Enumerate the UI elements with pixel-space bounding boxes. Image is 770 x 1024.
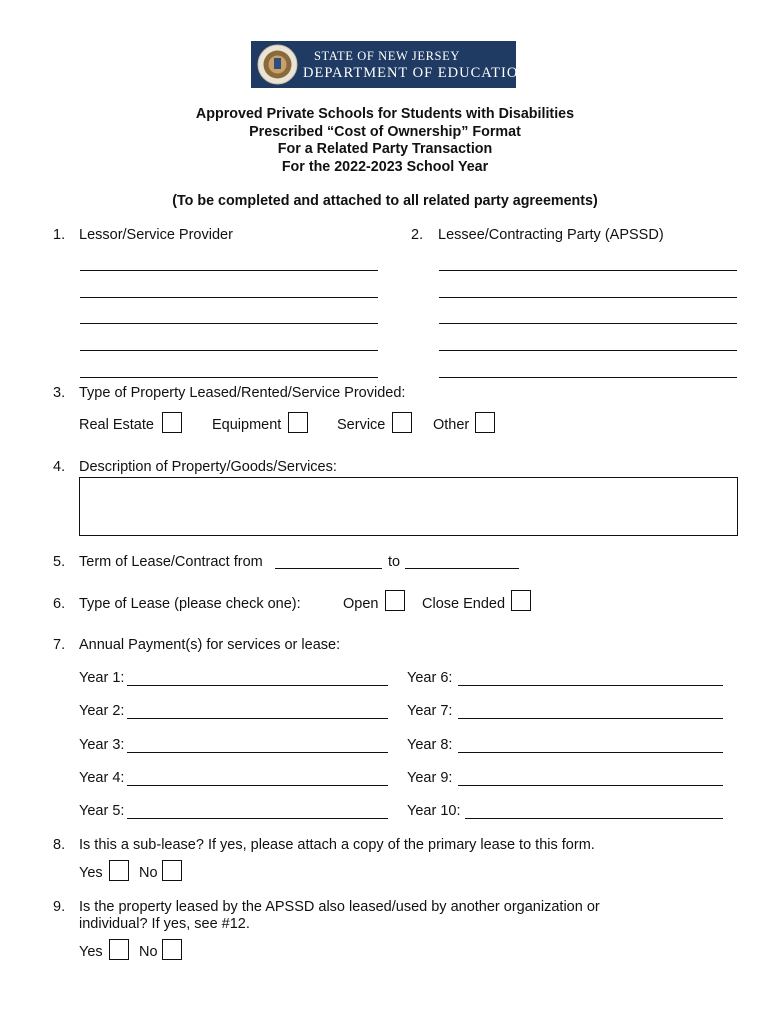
- q1-label: Lessor/Service Provider: [79, 227, 233, 243]
- q9-no-label: No: [139, 944, 158, 960]
- logo-department-text: DEPARTMENT OF EDUCATION: [303, 65, 530, 81]
- form-title: [0, 106, 770, 176]
- q4-label: Description of Property/Goods/Services:: [79, 459, 337, 475]
- close-ended-checkbox[interactable]: [511, 590, 531, 611]
- q2-label: Lessee/Contracting Party (APSSD): [438, 227, 664, 243]
- instruction-text: (To be completed and attached to all related party agreements): [172, 193, 598, 209]
- real-estate-label: Real Estate: [79, 417, 154, 433]
- year-label: Year 10:: [407, 803, 461, 819]
- q8-number: 8.: [53, 837, 66, 853]
- logo-state-text: STATE OF NEW JERSEY: [314, 49, 460, 63]
- q1-number: 1.: [53, 227, 66, 243]
- open-label: Open: [343, 596, 379, 612]
- year-label: Year 6:: [407, 670, 453, 686]
- q8-no-checkbox[interactable]: [162, 860, 182, 881]
- year-payment-line[interactable]: [127, 685, 388, 686]
- other-label: Other: [433, 417, 470, 433]
- q9-label-line2: individual? If yes, see #12.: [79, 916, 250, 932]
- q3-number: 3.: [53, 385, 66, 401]
- term-to-line[interactable]: [405, 568, 519, 569]
- q9-label-line1: Is the property leased by the APSSD also leased/used by another organization or: [79, 899, 600, 915]
- year-label: Year 8:: [407, 737, 453, 753]
- year-label: Year 7:: [407, 703, 453, 719]
- state-seal-icon: [257, 44, 298, 85]
- title-line: Prescribed “Cost of Ownership” Format: [249, 123, 521, 140]
- year-label: Year 2:: [79, 703, 125, 719]
- year-payment-line[interactable]: [458, 718, 723, 719]
- lessor-line[interactable]: [80, 323, 378, 324]
- description-textarea[interactable]: [79, 477, 738, 536]
- year-payment-line[interactable]: [127, 718, 388, 719]
- lessor-line[interactable]: [80, 377, 378, 378]
- year-payment-line[interactable]: [458, 752, 723, 753]
- q7-label: Annual Payment(s) for services or lease:: [79, 637, 341, 653]
- lessor-line[interactable]: [80, 350, 378, 351]
- year-payment-line[interactable]: [127, 785, 388, 786]
- other-checkbox[interactable]: [475, 412, 495, 433]
- year-payment-line[interactable]: [127, 818, 388, 819]
- q8-label: Is this a sub-lease? If yes, please attach a copy of the primary lease to this form.: [79, 837, 595, 853]
- q5-to-label: to: [388, 554, 401, 570]
- open-checkbox[interactable]: [385, 590, 405, 611]
- service-checkbox[interactable]: [392, 412, 412, 433]
- year-payment-line[interactable]: [127, 752, 388, 753]
- q9-yes-label: Yes: [79, 944, 103, 960]
- q6-number: 6.: [53, 596, 66, 612]
- lessee-line[interactable]: [439, 350, 737, 351]
- lessor-line[interactable]: [80, 270, 378, 271]
- service-label: Service: [337, 417, 386, 433]
- title-line: For a Related Party Transaction: [277, 141, 493, 157]
- q9-yes-checkbox[interactable]: [109, 939, 129, 960]
- year-payment-line[interactable]: [458, 685, 723, 686]
- close-ended-label: Close Ended: [422, 596, 506, 612]
- equipment-checkbox[interactable]: [288, 412, 308, 433]
- year-payment-line[interactable]: [458, 785, 723, 786]
- q6-label: Type of Lease (please check one):: [79, 596, 301, 612]
- year-label: Year 9:: [407, 770, 453, 786]
- q5-number: 5.: [53, 554, 66, 570]
- equipment-label: Equipment: [212, 417, 282, 433]
- q9-no-checkbox[interactable]: [162, 939, 182, 960]
- q7-number: 7.: [53, 637, 66, 653]
- lessee-line[interactable]: [439, 377, 737, 378]
- year-label: Year 1:: [79, 670, 125, 686]
- q8-yes-label: Yes: [79, 865, 103, 881]
- year-label: Year 5:: [79, 803, 125, 819]
- year-label: Year 4:: [79, 770, 125, 786]
- nj-doe-logo: [251, 41, 530, 88]
- q4-number: 4.: [53, 459, 66, 475]
- term-from-line[interactable]: [275, 568, 382, 569]
- q3-label: Type of Property Leased/Rented/Service Provided:: [79, 385, 406, 401]
- q5-label: Term of Lease/Contract from: [79, 554, 263, 570]
- year-label: Year 3:: [79, 737, 125, 753]
- title-line: Approved Private Schools for Students with Disabilities: [195, 106, 575, 122]
- lessee-line[interactable]: [439, 270, 737, 271]
- q9-number: 9.: [53, 899, 66, 915]
- lessor-line[interactable]: [80, 297, 378, 298]
- title-line: For the 2022-2023 School Year: [281, 158, 489, 175]
- q8-yes-checkbox[interactable]: [109, 860, 129, 881]
- lessee-line[interactable]: [439, 323, 737, 324]
- lessee-line[interactable]: [439, 297, 737, 298]
- year-payment-line[interactable]: [465, 818, 723, 819]
- q8-no-label: No: [139, 865, 158, 881]
- q2-number: 2.: [411, 227, 424, 243]
- real-estate-checkbox[interactable]: [162, 412, 182, 433]
